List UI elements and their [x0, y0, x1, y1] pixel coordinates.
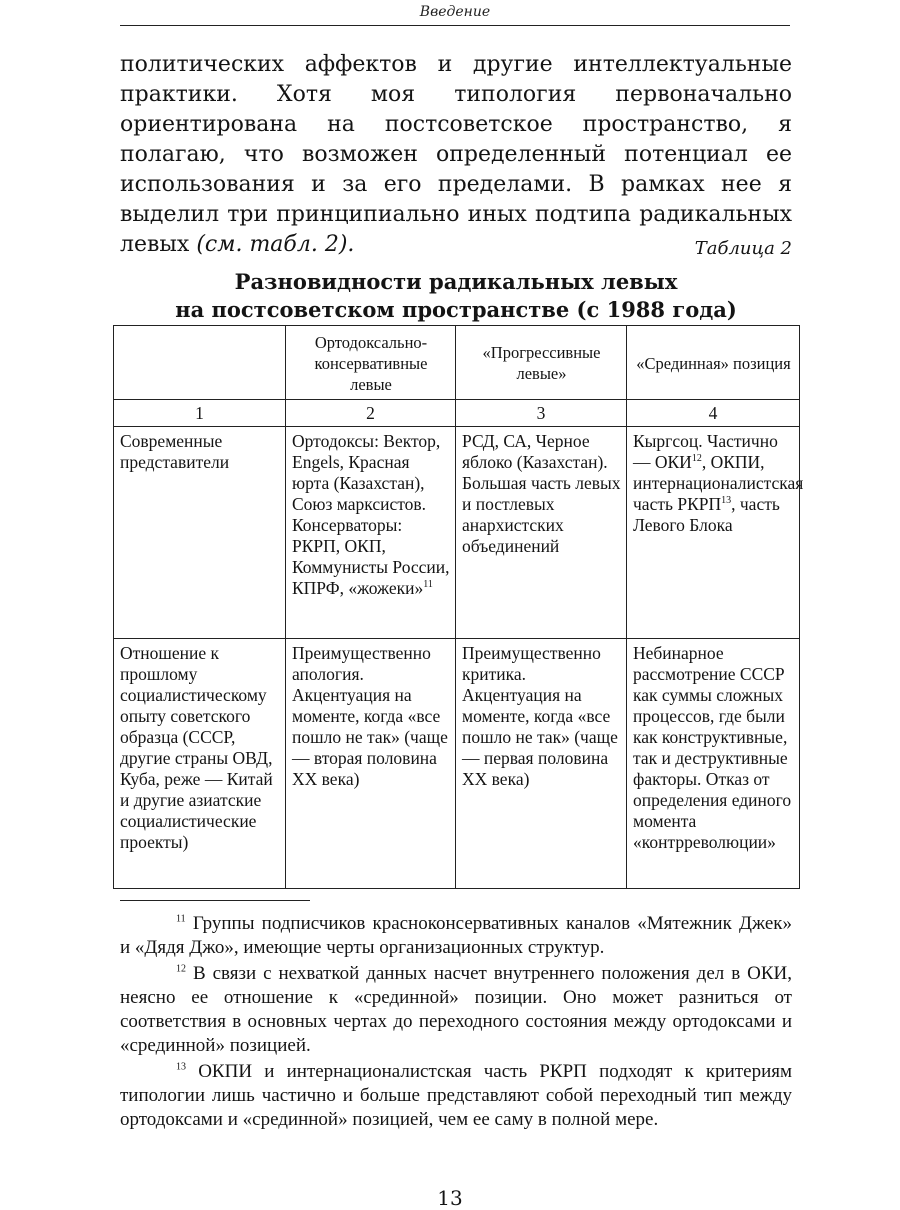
- column-number: 1: [114, 400, 286, 427]
- table-cell: Преимущественно апология. Акцентуация на моменте, когда «все пошло не так» (чаще — вторая половина XX века): [286, 639, 456, 889]
- table-row-attitude: [114, 639, 800, 889]
- footnote-12: [120, 962, 792, 1058]
- footnote-11: [120, 912, 792, 960]
- cell-text: , ОКПИ, интернационалистская часть РКРП: [633, 452, 804, 514]
- row-label: Современные представители: [114, 427, 286, 639]
- column-number: 2: [286, 400, 456, 427]
- table-label: Таблица 2: [694, 238, 792, 259]
- footnote-text: Группы подписчиков красноконсервативных каналов «Мятежник Джек» и «Дядя Джо», имеющие черты организационных структур.: [120, 913, 793, 958]
- table-number-row: [114, 400, 800, 427]
- table-cell: Преимущественно критика. Акцентуация на моменте, когда «все пошло не так» (чаще — первая половина XX века): [456, 639, 627, 889]
- footnote-ref: 12: [691, 453, 702, 465]
- footnotes: [120, 912, 792, 1134]
- table-cell: РСД, СА, Черное яблоко (Казахстан). Большая часть левых и постлевых анархистских объединений: [456, 427, 627, 639]
- footnote-rule: [120, 900, 310, 901]
- header-cell-orthodox: Ортодоксально-консервативные левые: [286, 326, 456, 400]
- running-head: Введение: [419, 4, 491, 20]
- column-number: 4: [627, 400, 800, 427]
- table-cell: Небинарное рассмотрение СССР как суммы сложных процессов, где были как конструктивные, так и деструктивные факторы. Отказ от определения единого момента «контрреволюции»: [627, 639, 800, 889]
- table-header-row: [114, 326, 800, 400]
- column-number: 3: [456, 400, 627, 427]
- footnote-number: 11: [176, 913, 186, 925]
- table-title: [112, 268, 800, 324]
- body-paragraph: [120, 50, 792, 260]
- footnote-ref: 13: [721, 495, 732, 507]
- cell-text: Ортодоксы: Вектор, Engels, Красная юрта (Казахстан), Союз марксистов. Консерваторы: РКРП, ОКП, Коммунисты России, КПРФ, «жожеки»: [292, 431, 450, 598]
- header-cell-middle: «Срединная» позиция: [627, 326, 800, 400]
- cell-text: , часть Левого Блока: [633, 494, 780, 535]
- row-label: Отношение к прошлому социалистическому опыту советского образца (СССР, другие страны ОВД, Куба, реже — Китай и другие азиатские социалистические проекты): [114, 639, 286, 889]
- table-cell: [627, 427, 804, 639]
- footnote-number: 13: [176, 1061, 186, 1073]
- table-row-representatives: [114, 427, 800, 639]
- page-number: 13: [437, 1186, 463, 1210]
- header-cell-empty: [114, 326, 286, 400]
- cell-text: Кыргсоц. Частично — ОКИ: [633, 431, 778, 472]
- table-reference: (см. табл. 2).: [196, 232, 355, 257]
- table-title-line2: на постсоветском пространстве (с 1988 года): [175, 297, 737, 322]
- table-cell: [286, 427, 456, 639]
- footnote-text: В связи с нехваткой данных насчет внутреннего положения дел в ОКИ, неясно ее отношение к «срединной» позиции. Оно может разниться от соответствия в основных чертах до переходного состояния между ортодоксами и «срединной» позицией.: [120, 963, 793, 1056]
- header-rule: [120, 25, 790, 26]
- types-table: [113, 325, 804, 889]
- footnote-number: 12: [176, 963, 186, 975]
- body-text: политических аффектов и другие интеллектуальные практики. Хотя моя типология первоначально ориентирована на постсоветское пространство, я полагаю, что возможен определенный потенциал ее использования и за его пределами. В рамках нее я выделил три принципиально иных подтипа радикальных левых: [120, 52, 792, 257]
- footnote-13: [120, 1060, 792, 1132]
- footnote-text: ОКПИ и интернационалистская часть РКРП подходят к критериям типологии лишь частично и больше представляют собой переходный тип между ортодоксами и «срединной» позицией, чем ее саму в полной мере.: [120, 1061, 793, 1130]
- table-title-line1: Разновидности радикальных левых: [234, 269, 678, 294]
- header-cell-progressive: «Прогрессивные левые»: [456, 326, 627, 400]
- footnote-ref: 11: [423, 579, 433, 591]
